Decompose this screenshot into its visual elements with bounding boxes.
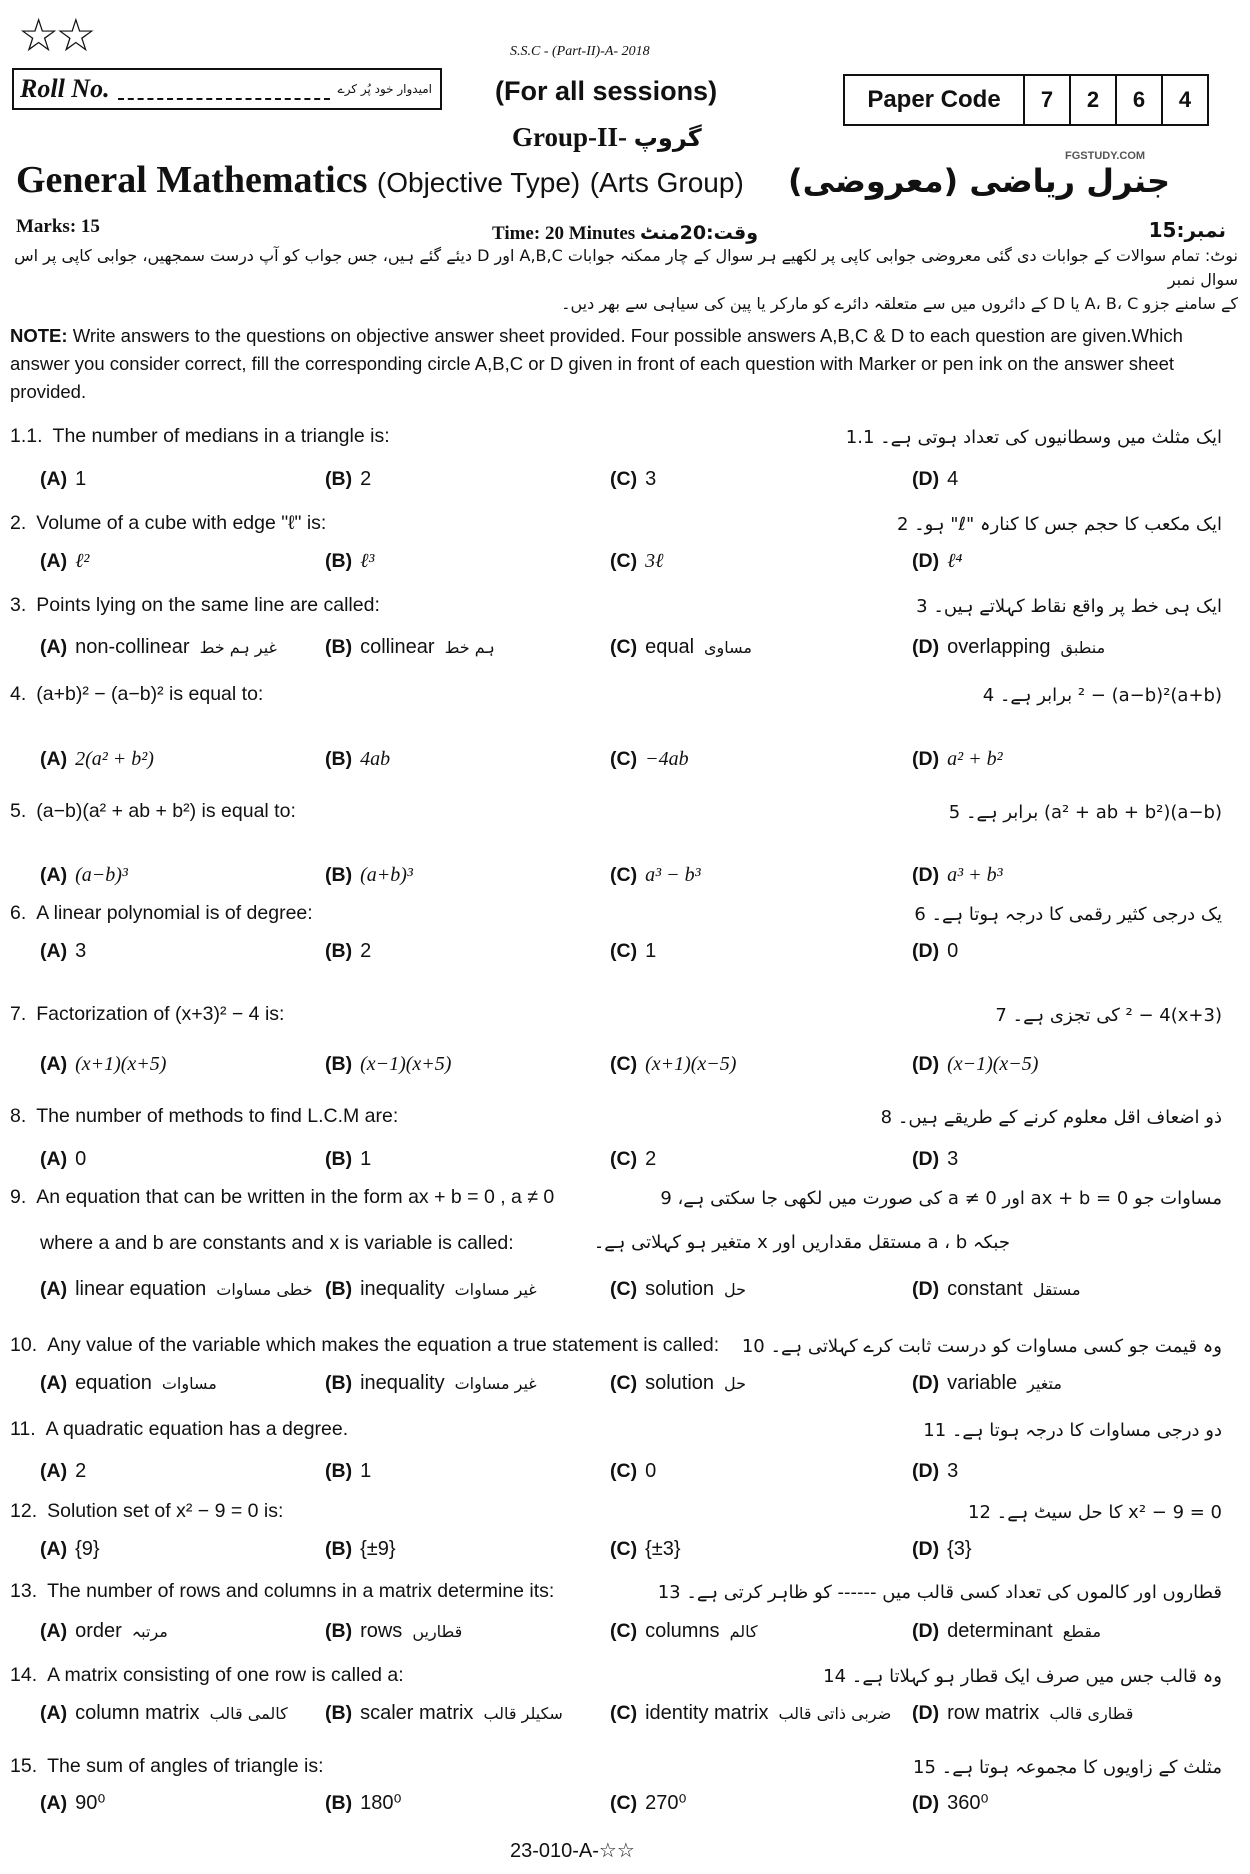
option-a[interactable] (40, 1460, 86, 1483)
option-value: constant (947, 1278, 1023, 1300)
question-stem: A linear polynomial is of degree: (36, 902, 313, 924)
option-value: 1 (75, 468, 87, 490)
option-label: (D) (912, 1372, 940, 1394)
question-text (10, 1105, 398, 1128)
option-label: (D) (912, 550, 940, 572)
paper-code-digit: 4 (1178, 87, 1192, 112)
option-value: 1 (645, 940, 657, 962)
option-label: (A) (40, 748, 68, 770)
option-value: linear equation (75, 1278, 207, 1300)
option-c[interactable] (610, 1053, 736, 1076)
option-label: (D) (912, 1538, 940, 1560)
option-value: 360⁰ (947, 1792, 989, 1814)
option-label: (D) (912, 468, 940, 490)
question-number: 1.1. (10, 425, 43, 447)
option-urdu: مقطع (1062, 1622, 1102, 1641)
option-label: (D) (912, 1620, 940, 1642)
roll-number-field[interactable] (118, 78, 330, 100)
option-label: (C) (610, 1278, 638, 1300)
question-number: 11. (10, 1418, 36, 1440)
question-stem: (a+b)² − (a−b)² is equal to: (36, 683, 264, 705)
option-c[interactable] (610, 468, 656, 491)
question-text (10, 1500, 283, 1523)
question-stem: Any value of the variable which makes the equation a true statement is called: (47, 1334, 720, 1356)
option-value: collinear (360, 636, 435, 658)
question-number: 5. (10, 800, 27, 822)
question-number: 2. (10, 512, 27, 534)
option-label: (A) (40, 940, 68, 962)
question-number: 13. (10, 1580, 38, 1602)
exam-meta: S.S.C - (Part-II)-A- 2018 (510, 44, 650, 59)
option-value: 4 (947, 468, 959, 490)
question-stem: Solution set of x² − 9 = 0 is: (47, 1500, 284, 1522)
option-value: solution (645, 1278, 715, 1300)
option-c[interactable] (610, 1702, 891, 1725)
option-c[interactable] (610, 550, 663, 573)
roll-label: Roll No. (20, 74, 110, 103)
option-value: (a−b)³ (75, 864, 128, 886)
option-label: (D) (912, 1702, 940, 1724)
question-stem: (a−b)(a² + ab + b²) is equal to: (36, 800, 296, 822)
paper-code-digit: 2 (1071, 76, 1117, 124)
option-b[interactable] (325, 1620, 462, 1643)
option-a[interactable] (40, 1702, 288, 1725)
question-urdu: یک درجی کثیر رقمی کا درجہ ہوتا ہے۔ 6 (914, 904, 1222, 925)
option-urdu: کالمی قالب (209, 1704, 288, 1723)
option-a[interactable] (40, 1538, 100, 1561)
sessions-label: (For all sessions) (495, 76, 718, 106)
option-value: 3ℓ (645, 550, 664, 572)
option-value: 90⁰ (75, 1792, 106, 1814)
option-label: (C) (610, 1053, 638, 1075)
option-value: 1 (360, 1148, 372, 1170)
option-b[interactable] (325, 1538, 396, 1561)
option-urdu: مرتبہ (131, 1622, 168, 1641)
paper-code-digit: 7 (1025, 76, 1071, 124)
option-label: (C) (610, 1148, 638, 1170)
question-urdu: مساوات جو ax + b = 0 اور a ≠ 0 کی صورت میں لکھی جا سکتی ہے، 9 (660, 1188, 1222, 1209)
option-label: (D) (912, 636, 940, 658)
option-urdu: سکیلر قالب (483, 1704, 563, 1723)
option-value: order (75, 1620, 122, 1642)
option-b[interactable] (325, 1790, 401, 1815)
option-label: (A) (40, 1372, 68, 1394)
option-label: (B) (325, 940, 353, 962)
option-label: (B) (325, 468, 353, 490)
option-label: (C) (610, 468, 638, 490)
question-text (10, 1186, 554, 1209)
option-a[interactable] (40, 864, 128, 887)
title-type: (Objective Type) (376, 167, 581, 198)
option-label: (A) (40, 1792, 68, 1814)
option-label: (C) (610, 636, 638, 658)
option-value: −4ab (645, 748, 689, 770)
option-urdu: متغیر (1027, 1374, 1062, 1393)
question-number: 15. (10, 1755, 38, 1777)
option-label: (C) (610, 1460, 638, 1482)
option-d[interactable] (912, 1620, 1101, 1643)
title-group: (Arts Group) (589, 167, 744, 198)
group-label (512, 122, 702, 153)
option-b[interactable] (325, 1053, 451, 1076)
question-stem: A matrix consisting of one row is called a: (47, 1664, 404, 1686)
subject-title-urdu: جنرل ریاضی (معروضی) (787, 162, 1170, 200)
option-label: (D) (912, 1148, 940, 1170)
option-value: rows (360, 1620, 403, 1642)
question-number: 7. (10, 1003, 27, 1025)
option-value: 2 (360, 940, 372, 962)
option-label: (C) (610, 1620, 638, 1642)
question-stem: The number of medians in a triangle is: (52, 425, 390, 447)
option-label: (B) (325, 1538, 353, 1560)
option-value: 4ab (360, 748, 391, 770)
question-text (10, 1664, 404, 1687)
option-a[interactable] (40, 550, 89, 573)
option-label: (B) (325, 1278, 353, 1300)
question-stem: A quadratic equation has a degree. (45, 1418, 349, 1440)
option-value: 2(a² + b²) (75, 748, 154, 770)
option-label: (C) (610, 550, 638, 572)
option-value: column matrix (75, 1702, 200, 1724)
paper-code-digit: 6 (1117, 76, 1163, 124)
option-value: 0 (645, 1460, 657, 1482)
question-urdu: ایک ہی خط پر واقع نقاط کہلاتے ہیں۔ 3 (916, 596, 1222, 617)
question-number: 10. (10, 1334, 38, 1356)
option-c[interactable] (610, 1790, 686, 1815)
time-label (492, 222, 758, 245)
group-urdu: گروپ (633, 124, 702, 152)
option-label: (A) (40, 550, 68, 572)
option-value: determinant (947, 1620, 1053, 1642)
option-value: {9} (75, 1538, 100, 1560)
subject-title: General Mathematics (16, 159, 368, 201)
question-stem: An equation that can be written in the form ax + b = 0 , a ≠ 0 (36, 1186, 555, 1208)
question-text (10, 683, 263, 706)
option-urdu: حل (724, 1374, 747, 1393)
roll-urdu-label: امیدوار خود پُر کرے (337, 82, 432, 96)
question-urdu: وہ قیمت جو کسی مساوات کو درست ثابت کرے کہلاتی ہے۔ 10 (741, 1336, 1222, 1357)
option-value: scaler matrix (360, 1702, 474, 1724)
option-value: ℓ⁴ (947, 550, 963, 572)
option-label: (B) (325, 1148, 353, 1170)
roll-number-box (12, 68, 442, 110)
option-a[interactable] (40, 1148, 86, 1171)
option-label: (B) (325, 748, 353, 770)
option-label: (B) (325, 1053, 353, 1075)
option-label: (B) (325, 1372, 353, 1394)
question-urdu: (a−b)(a² + ab + b²) برابر ہے۔ 5 (948, 802, 1222, 823)
option-value: ℓ³ (360, 550, 375, 572)
paper-code-label: Paper Code (845, 76, 1025, 124)
option-label: (B) (325, 1702, 353, 1724)
question-urdu: (a+b)² − (a−b)² برابر ہے۔ 4 (982, 685, 1222, 706)
question-stem: The number of rows and columns in a matrix determine its: (47, 1580, 555, 1602)
option-b[interactable] (325, 1460, 371, 1483)
option-value: (x+1)(x−5) (645, 1053, 737, 1075)
question-urdu: (x+3)² − 4 کی تجزی ہے۔ 7 (995, 1005, 1222, 1026)
option-value: columns (645, 1620, 720, 1642)
option-c[interactable] (610, 1278, 746, 1301)
question-stem: Volume of a cube with edge "ℓ" is: (36, 512, 327, 534)
option-d[interactable] (912, 1702, 1133, 1725)
option-label: (D) (912, 940, 940, 962)
option-value: 2 (645, 1148, 657, 1170)
option-d[interactable] (912, 636, 1105, 659)
option-value: 2 (75, 1460, 87, 1482)
option-label: (D) (912, 1053, 940, 1075)
option-value: 2 (360, 468, 372, 490)
option-b[interactable] (325, 864, 413, 887)
option-value: 0 (947, 940, 959, 962)
option-label: (B) (325, 1620, 353, 1642)
option-value: {3} (947, 1538, 972, 1560)
question-stem: Factorization of (x+3)² − 4 is: (36, 1003, 285, 1025)
option-value: overlapping (947, 636, 1051, 658)
option-value: 3 (645, 468, 657, 490)
option-c[interactable] (610, 1460, 656, 1483)
time-urdu: وقت:20منٹ (639, 222, 759, 244)
option-c[interactable] (610, 1148, 656, 1171)
option-label: (A) (40, 1278, 68, 1300)
option-d[interactable] (912, 1790, 988, 1815)
option-c[interactable] (610, 1620, 758, 1643)
option-value: row matrix (947, 1702, 1040, 1724)
marks-urdu: نمبر:15 (1148, 218, 1226, 242)
question-number: 14. (10, 1664, 38, 1686)
option-label: (C) (610, 1372, 638, 1394)
option-value: 0 (75, 1148, 87, 1170)
option-value: (x−1)(x+5) (360, 1053, 452, 1075)
option-value: inequality (360, 1372, 445, 1394)
option-value: non-collinear (75, 636, 190, 658)
question-number: 6. (10, 902, 27, 924)
option-value: a² + b² (947, 748, 1003, 770)
option-urdu: حل (724, 1280, 747, 1299)
option-label: (C) (610, 864, 638, 886)
question-text (10, 1580, 554, 1603)
option-a[interactable] (40, 1053, 166, 1076)
option-urdu: قطاری قالب (1049, 1704, 1134, 1723)
option-c[interactable] (610, 1372, 746, 1395)
option-label: (B) (325, 1792, 353, 1814)
footer-code: 23-010-A-☆☆ (510, 1840, 635, 1862)
question-urdu: مثلث کے زاویوں کا مجموعہ ہوتا ہے۔ 15 (913, 1757, 1222, 1778)
option-b[interactable] (325, 1148, 371, 1171)
option-value: {±3} (645, 1538, 681, 1560)
option-d[interactable] (912, 468, 958, 491)
option-label: (A) (40, 1148, 68, 1170)
question-urdu: وہ قالب جس میں صرف ایک قطار ہو کہلاتا ہے۔ 14 (823, 1666, 1222, 1687)
stars-icon: ☆☆ (18, 8, 93, 62)
option-label: (A) (40, 1702, 68, 1724)
option-b[interactable] (325, 636, 495, 659)
question-text (10, 902, 313, 925)
option-a[interactable] (40, 636, 277, 659)
option-urdu: کالم (729, 1622, 758, 1641)
watermark: FGSTUDY.COM (1065, 150, 1146, 162)
marks-label: Marks: 15 (16, 216, 100, 237)
option-urdu: مستقل (1032, 1280, 1081, 1299)
option-a[interactable] (40, 1372, 217, 1395)
note-text: Write answers to the questions on objective answer sheet provided. Four possible answers A,B,C & D to each question are given.Which answer you consider correct, fill the corresponding circle A,B,C or D given in front of each question with Marker or pen ink on the answer sheet provided. (10, 325, 1183, 402)
option-label: (B) (325, 1460, 353, 1482)
paper-code-table (843, 74, 1209, 126)
question-urdu-continued: جبکہ a ، b مستقل مقداریں اور x متغیر ہو کہلاتی ہے۔ (593, 1232, 1010, 1253)
option-urdu: قطاریں (412, 1622, 463, 1641)
instructions-urdu (8, 244, 1238, 316)
option-d[interactable] (912, 1053, 1038, 1076)
option-label: (B) (325, 550, 353, 572)
instructions-english (10, 322, 1225, 406)
option-label: (D) (912, 1278, 940, 1300)
option-value: equal (645, 636, 695, 658)
option-label: (C) (610, 1702, 638, 1724)
option-d[interactable] (912, 1148, 958, 1171)
page-title (16, 158, 744, 202)
option-value: 3 (75, 940, 87, 962)
option-value: equation (75, 1372, 152, 1394)
question-text (10, 1418, 348, 1441)
option-value: a³ − b³ (645, 864, 701, 886)
option-value: (x+1)(x+5) (75, 1053, 167, 1075)
option-label: (A) (40, 1538, 68, 1560)
question-number: 9. (10, 1186, 27, 1208)
option-label: (A) (40, 1053, 68, 1075)
option-urdu: غیر مساوات (454, 1280, 537, 1299)
question-stem: The number of methods to find L.C.M are: (36, 1105, 399, 1127)
option-label: (C) (610, 1538, 638, 1560)
question-urdu: قطاروں اور کالموں کی تعداد کسی قالب میں ------ کو ظاہر کرتی ہے۔ 13 (657, 1582, 1222, 1603)
option-d[interactable] (912, 940, 958, 963)
option-d[interactable] (912, 1372, 1062, 1395)
question-text (10, 1003, 284, 1026)
option-d[interactable] (912, 1460, 958, 1483)
option-value: variable (947, 1372, 1018, 1394)
option-b[interactable] (325, 550, 374, 573)
question-number: 12. (10, 1500, 38, 1522)
option-label: (C) (610, 940, 638, 962)
instructions-urdu-line1: نوٹ: تمام سوالات کے جوابات دی گئی معروضی جوابی کاپی پر لکھیے ہر سوال کے چار ممکنہ جوابات A,B,C اور D دیئے گئے ہیں، جس جواب کو آپ درست سمجھیں، جوابی کاپی پر اس سوال نمبر (14, 246, 1238, 289)
option-label: (D) (912, 1460, 940, 1482)
option-a[interactable] (40, 748, 154, 771)
option-value: 3 (947, 1460, 959, 1482)
question-text (10, 512, 326, 535)
option-label: (D) (912, 864, 940, 886)
option-a[interactable] (40, 1620, 168, 1643)
time-en: Time: 20 Minutes (492, 223, 636, 244)
question-text (10, 1334, 719, 1357)
instructions-urdu-line2: کے سامنے جزو A، B، C یا D کے دائروں میں سے متعلقہ دائرے کو مارکر یا پین کی سیاہی سے بھر دیں۔ (561, 294, 1238, 313)
option-c[interactable] (610, 748, 689, 771)
question-stem: The sum of angles of triangle is: (47, 1755, 324, 1777)
option-label: (A) (40, 1620, 68, 1642)
option-label: (C) (610, 1792, 638, 1814)
note-label: NOTE: (10, 325, 68, 346)
option-value: ℓ² (75, 550, 90, 572)
option-c[interactable] (610, 1538, 681, 1561)
option-b[interactable] (325, 940, 371, 963)
question-number: 4. (10, 683, 27, 705)
option-label: (D) (912, 1792, 940, 1814)
option-c[interactable] (610, 864, 701, 887)
option-a[interactable] (40, 940, 86, 963)
option-label: (B) (325, 636, 353, 658)
option-b[interactable] (325, 468, 371, 491)
option-b[interactable] (325, 748, 390, 771)
option-urdu: منطبق (1060, 638, 1106, 657)
option-d[interactable] (912, 864, 1003, 887)
question-urdu: دو درجی مساوات کا درجہ ہوتا ہے۔ 11 (923, 1420, 1222, 1441)
option-b[interactable] (325, 1372, 537, 1395)
option-value: 3 (947, 1148, 959, 1170)
option-value: (a+b)³ (360, 864, 413, 886)
question-text (10, 594, 380, 617)
option-value: solution (645, 1372, 715, 1394)
option-urdu: ہم خط (444, 638, 495, 657)
question-text (10, 800, 296, 823)
option-urdu: ضربی ذاتی قالب (778, 1704, 892, 1723)
question-urdu: ذو اضعاف اقل معلوم کرنے کے طریقے ہیں۔ 8 (880, 1107, 1222, 1128)
question-stem-continued: where a and b are constants and x is variable is called: (40, 1232, 514, 1254)
question-stem: Points lying on the same line are called: (36, 594, 380, 616)
option-urdu: مساوی (704, 638, 752, 657)
question-urdu: ایک مکعب کا حجم جس کا کنارہ "ℓ" ہو۔ 2 (896, 514, 1222, 535)
option-value: 270⁰ (645, 1792, 687, 1814)
option-a[interactable] (40, 1790, 105, 1815)
question-urdu: ایک مثلث میں وسطانیوں کی تعداد ہوتی ہے۔ 1.1 (845, 427, 1222, 448)
question-number: 8. (10, 1105, 27, 1127)
option-urdu: غیر مساوات (454, 1374, 537, 1393)
option-label: (A) (40, 636, 68, 658)
group-en: Group-II- (512, 122, 628, 152)
option-a[interactable] (40, 468, 86, 491)
option-label: (C) (610, 748, 638, 770)
option-label: (A) (40, 864, 68, 886)
option-d[interactable] (912, 748, 1003, 771)
option-value: identity matrix (645, 1702, 769, 1724)
option-urdu: مساوات (161, 1374, 217, 1393)
option-label: (A) (40, 468, 68, 490)
option-a[interactable] (40, 1278, 313, 1301)
option-urdu: غیر ہم خط (199, 638, 277, 657)
option-d[interactable] (912, 1278, 1081, 1301)
option-label: (D) (912, 748, 940, 770)
option-c[interactable] (610, 940, 656, 963)
option-value: inequality (360, 1278, 445, 1300)
option-value: {±9} (360, 1538, 396, 1560)
option-urdu: خطی مساوات (216, 1280, 313, 1299)
option-value: 180⁰ (360, 1792, 402, 1814)
option-d[interactable] (912, 550, 962, 573)
option-label: (B) (325, 864, 353, 886)
question-text (10, 1755, 324, 1778)
question-urdu: x² − 9 = 0 کا حل سیٹ ہے۔ 12 (968, 1502, 1222, 1523)
option-b[interactable] (325, 1702, 563, 1725)
question-text (10, 425, 390, 448)
option-value: (x−1)(x−5) (947, 1053, 1039, 1075)
option-c[interactable] (610, 636, 752, 659)
option-label: (A) (40, 1460, 68, 1482)
question-number: 3. (10, 594, 27, 616)
option-value: 1 (360, 1460, 372, 1482)
option-b[interactable] (325, 1278, 537, 1301)
option-d[interactable] (912, 1538, 972, 1561)
option-value: a³ + b³ (947, 864, 1003, 886)
